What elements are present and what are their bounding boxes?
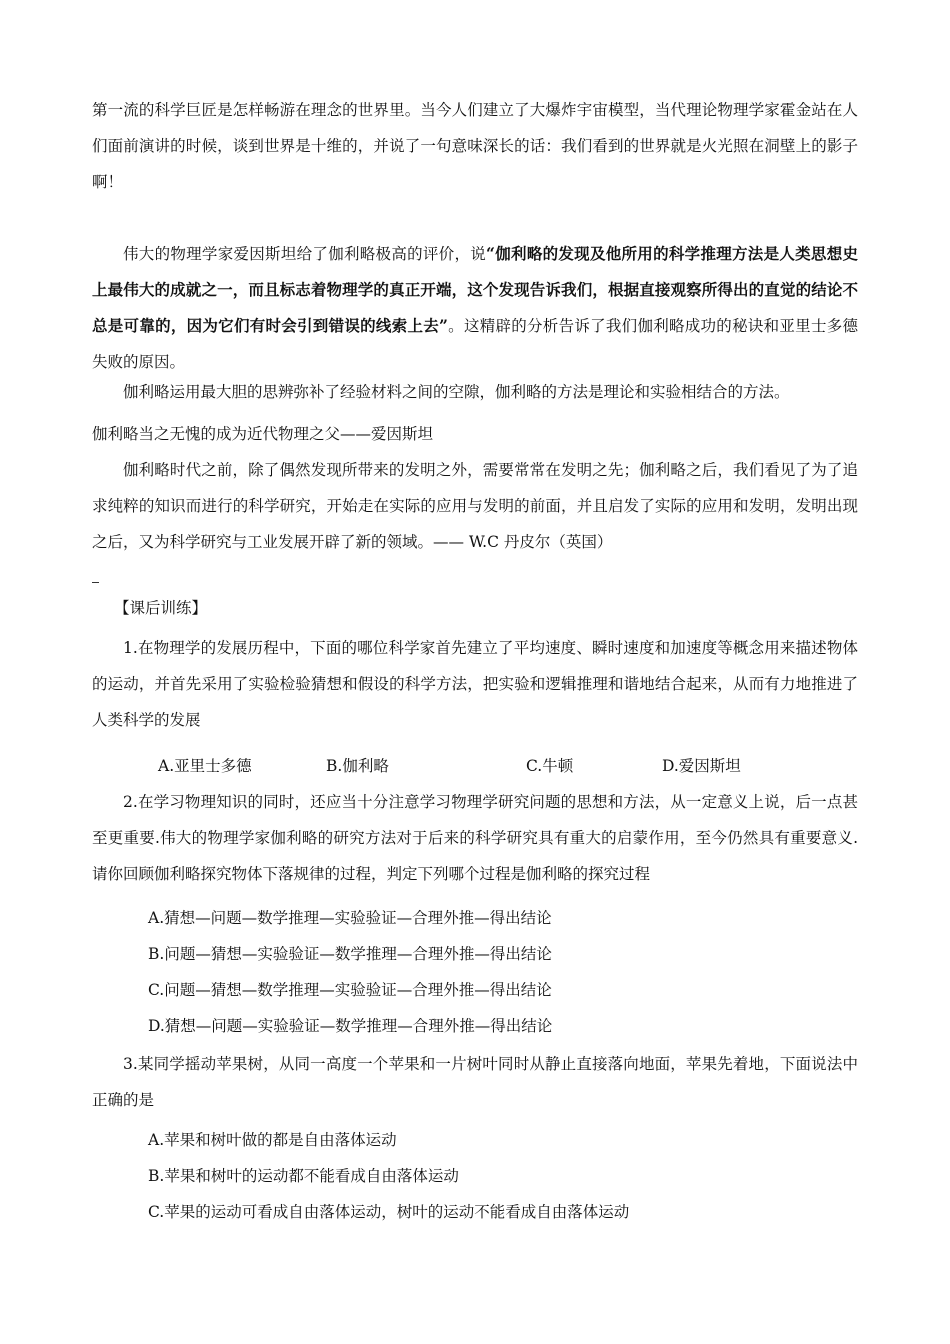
question-2-option-d: D.猜想—问题—实验验证—数学推理—合理外推—得出结论 [148, 1017, 553, 1035]
question-2-option-a: A.猜想—问题—数学推理—实验验证—合理外推—得出结论 [148, 909, 552, 927]
paragraph-4: 伽利略当之无愧的成为近代物理之父——爱因斯坦 [92, 425, 434, 443]
question-3-stem: 3.某同学摇动苹果树，从同一高度一个苹果和一片树叶同时从静止直接落向地面，苹果先着地，下面说法中正确的是 [92, 1055, 858, 1109]
section-title: 【课后训练】 [114, 599, 208, 617]
question-1-option-a: A.亚里士多德 [158, 757, 252, 775]
question-1-option-c: C.牛顿 [526, 757, 574, 775]
paragraph-3: 伽利略运用最大胆的思辨弥补了经验材料之间的空隙，伽利略的方法是理论和实验相结合的方法。 [123, 383, 790, 401]
paragraph-5: 伽利略时代之前，除了偶然发现所带来的发明之外，需要常常在发明之先；伽利略之后，我们看见了为了追求纯粹的知识而进行的科学研究，开始走在实际的应用与发明的前面，并且启发了实际的应用和发明，发明出现之后，又为科学研究与工业发展开辟了新的领域。—— W.C 丹皮尔（英国） [92, 461, 858, 551]
question-2-option-b: B.问题—猜想—实验验证—数学推理—合理外推—得出结论 [148, 945, 552, 963]
paragraph-1: 第一流的科学巨匠是怎样畅游在理念的世界里。当今人们建立了大爆炸宇宙模型，当代理论物理学家霍金站在人们面前演讲的时候，谈到世界是十维的，并说了一句意味深长的话：我们看到的世界就是火光照在洞壁上的影子啊！ [92, 101, 858, 191]
question-1-option-d: D.爱因斯坦 [662, 757, 741, 775]
question-2-stem: 2.在学习物理知识的同时，还应当十分注意学习物理学研究问题的思想和方法，从一定意义上说，后一点甚至更重要.伟大的物理学家伽利略的研究方法对于后来的科学研究具有重大的启蒙作用，至今仍然具有重要意义.请你回顾伽利略探究物体下落规律的过程，判定下列哪个过程是伽利略的探究过程 [92, 793, 858, 883]
question-3-option-c: C.苹果的运动可看成自由落体运动，树叶的运动不能看成自由落体运动 [148, 1203, 630, 1221]
paragraph-2 [92, 236, 858, 380]
question-3-option-b: B.苹果和树叶的运动都不能看成自由落体运动 [148, 1167, 459, 1185]
stray-mark [92, 582, 99, 583]
question-2-option-c: C.问题—猜想—数学推理—实验验证—合理外推—得出结论 [148, 981, 552, 999]
paragraph-2-suffix: 。这精辟的分析告诉了我们伽利略成功的秘诀和亚里士多德失败的原因。 [92, 317, 858, 371]
question-1-stem: 1.在物理学的发展历程中，下面的哪位科学家首先建立了平均速度、瞬时速度和加速度等概念用来描述物体的运动，并首先采用了实验检验猜想和假设的科学方法，把实验和逻辑推理和谐地结合起来，从而有力地推进了人类科学的发展 [92, 639, 858, 729]
question-3-option-a: A.苹果和树叶做的都是自由落体运动 [148, 1131, 397, 1149]
question-1-option-b: B.伽利略 [326, 757, 389, 775]
einstein-quote: “伽利略的发现及他所用的科学推理方法是人类思想史上最伟大的成就之一，而且标志着物理学的真正开端，这个发现告诉我们，根据直接观察所得出的直觉的结论不总是可靠的，因为它们有时会引到错误的线索上去” [92, 244, 858, 335]
paragraph-2-prefix: 伟大的物理学家爱因斯坦给了伽利略极高的评价，说 [123, 245, 487, 263]
